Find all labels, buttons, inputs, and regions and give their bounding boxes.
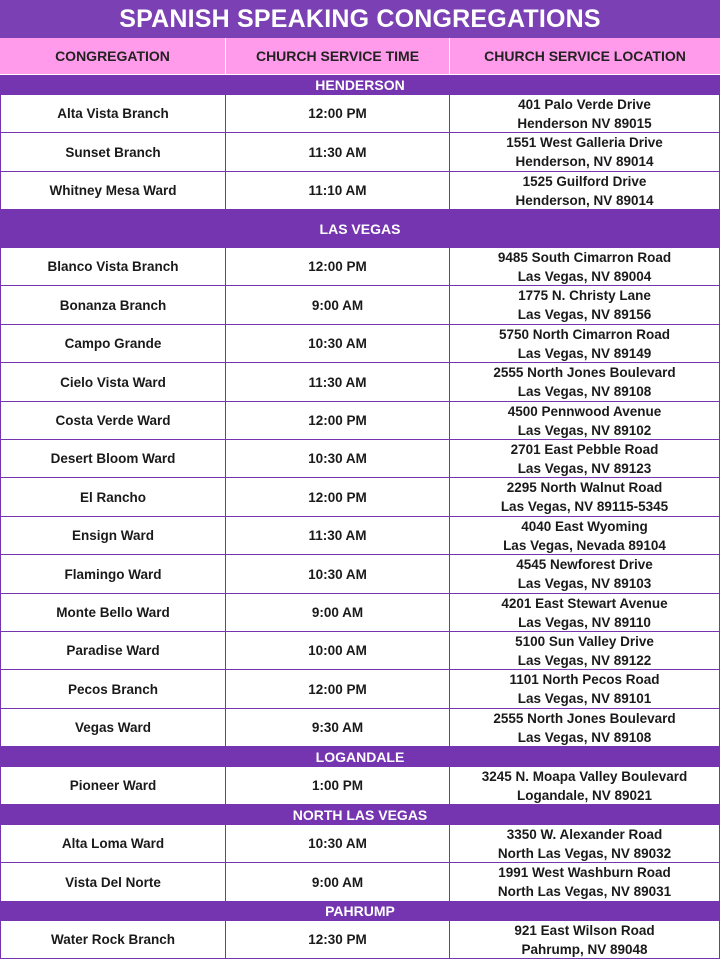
- address-line-2: Las Vegas, NV 89110: [518, 614, 651, 630]
- address-line-1: 1101 North Pecos Road: [509, 672, 660, 687]
- address-line-2: Las Vegas, NV 89108: [517, 384, 652, 399]
- address: [501, 594, 667, 632]
- congregation-name: Desert Bloom Ward: [0, 440, 226, 478]
- address-line-2: North Las Vegas, NV 89032: [497, 845, 672, 861]
- address: [498, 248, 671, 286]
- congregation-name: Pecos Branch: [0, 670, 226, 709]
- address-line-2: Las Vegas, NV 89156: [517, 307, 652, 322]
- address: [509, 670, 659, 708]
- address-line-1: 921 East Wilson Road: [514, 922, 655, 938]
- header-service-location: CHURCH SERVICE LOCATION: [450, 38, 720, 74]
- service-time: 10:00 AM: [226, 632, 450, 670]
- address-line-1: 2555 North Jones Boulevard: [493, 365, 676, 380]
- service-location: [450, 248, 720, 286]
- congregation-name: Alta Loma Ward: [0, 825, 226, 863]
- address: [506, 133, 663, 171]
- address: [511, 440, 659, 478]
- section-header: PAHRUMP: [0, 901, 720, 921]
- address: [498, 863, 671, 901]
- service-time: 12:00 PM: [226, 248, 450, 286]
- congregation-name: Campo Grande: [0, 325, 226, 363]
- service-location: [450, 921, 720, 959]
- congregation-name: Water Rock Branch: [0, 921, 226, 959]
- address-line-1: 1775 N. Christy Lane: [518, 288, 651, 303]
- service-location: [450, 632, 720, 670]
- service-location: [450, 286, 720, 325]
- address-line-1: 1525 Guilford Drive: [522, 173, 647, 189]
- service-time: 11:10 AM: [226, 172, 450, 210]
- address-line-1: 3245 N. Moapa Valley Boulevard: [481, 768, 688, 784]
- service-time: 12:00 PM: [226, 402, 450, 440]
- service-location: [450, 325, 720, 363]
- address: [516, 555, 653, 593]
- address-line-1: 3350 W. Alexander Road: [506, 826, 663, 842]
- header-service-time: CHURCH SERVICE TIME: [226, 38, 450, 74]
- address: [499, 325, 670, 363]
- page-title: SPANISH SPEAKING CONGREGATIONS: [0, 0, 720, 38]
- section-header: NORTH LAS VEGAS: [0, 805, 720, 825]
- address-line-1: 5100 Sun Valley Drive: [515, 633, 654, 649]
- section-header: LOGANDALE: [0, 747, 720, 767]
- service-time: 12:00 PM: [226, 478, 450, 517]
- address: [493, 363, 675, 401]
- address-line-1: 9485 South Cimarron Road: [497, 249, 672, 265]
- service-location: [450, 825, 720, 863]
- service-location: [450, 95, 720, 133]
- address-line-1: 1991 West Washburn Road: [498, 865, 671, 880]
- service-time: 12:00 PM: [226, 95, 450, 133]
- address-line-2: Pahrump, NV 89048: [521, 941, 648, 957]
- address-line-2: Las Vegas, NV 89115-5345: [500, 499, 669, 514]
- address-line-1: 4201 East Stewart Avenue: [501, 595, 668, 611]
- congregation-name: Whitney Mesa Ward: [0, 172, 226, 210]
- address-line-2: Las Vegas, NV 89101: [517, 691, 652, 706]
- service-location: [450, 133, 720, 172]
- congregation-name: Bonanza Branch: [0, 286, 226, 325]
- service-location: [450, 517, 720, 555]
- header-congregation: CONGREGATION: [0, 38, 226, 74]
- address-line-1: 5750 North Cimarron Road: [498, 326, 671, 342]
- address: [508, 402, 662, 440]
- address: [517, 95, 651, 133]
- address-line-2: Las Vegas, NV 89123: [517, 460, 652, 476]
- congregation-name: Paradise Ward: [0, 632, 226, 670]
- section-header: LAS VEGAS: [0, 210, 720, 248]
- address-line-1: 4500 Pennwood Avenue: [507, 403, 662, 419]
- address: [515, 172, 653, 210]
- address-line-2: Henderson, NV 89014: [515, 192, 654, 208]
- address-line-1: 2295 North Walnut Road: [506, 480, 663, 495]
- service-time: 12:00 PM: [226, 670, 450, 709]
- congregation-name: Ensign Ward: [0, 517, 226, 555]
- address-line-2: Las Vegas, NV 89102: [517, 422, 652, 438]
- address-line-2: Las Vegas, NV 89122: [517, 652, 652, 668]
- service-location: [450, 402, 720, 440]
- address-line-2: Henderson NV 89015: [517, 115, 652, 131]
- service-time: 9:00 AM: [226, 286, 450, 325]
- address: [501, 478, 668, 516]
- address-line-2: Henderson, NV 89014: [515, 154, 654, 169]
- service-location: [450, 440, 720, 478]
- address-line-2: North Las Vegas, NV 89031: [497, 884, 672, 899]
- address-line-2: Las Vegas, NV 89103: [517, 576, 652, 591]
- address-line-1: 401 Palo Verde Drive: [518, 96, 651, 112]
- address-line-1: 2701 East Pebble Road: [510, 441, 659, 457]
- service-location: [450, 478, 720, 517]
- address-line-2: Las Vegas, NV 89004: [517, 268, 652, 284]
- service-time: 10:30 AM: [226, 555, 450, 594]
- address: [515, 632, 654, 670]
- congregation-name: Vegas Ward: [0, 709, 226, 747]
- service-location: [450, 363, 720, 402]
- address-line-1: 2555 North Jones Boulevard: [493, 710, 676, 726]
- address: [493, 709, 675, 747]
- congregation-name: Vista Del Norte: [0, 863, 226, 902]
- service-time: 11:30 AM: [226, 517, 450, 555]
- service-location: [450, 670, 720, 709]
- address: [498, 825, 671, 863]
- service-time: 12:30 PM: [226, 921, 450, 959]
- congregation-name: Cielo Vista Ward: [0, 363, 226, 402]
- address: [503, 517, 666, 555]
- address: [518, 286, 652, 324]
- congregation-name: Sunset Branch: [0, 133, 226, 172]
- address: [482, 767, 688, 805]
- service-time: 9:30 AM: [226, 709, 450, 747]
- service-location: [450, 709, 720, 747]
- service-location: [450, 555, 720, 594]
- section-header: HENDERSON: [0, 75, 720, 95]
- service-time: 10:30 AM: [226, 325, 450, 363]
- address-line-2: Logandale, NV 89021: [516, 787, 653, 803]
- service-time: 11:30 AM: [226, 133, 450, 172]
- address-line-1: 4545 Newforest Drive: [516, 557, 653, 572]
- service-time: 9:00 AM: [226, 863, 450, 902]
- congregation-name: Alta Vista Branch: [0, 95, 226, 133]
- service-time: 11:30 AM: [226, 363, 450, 402]
- service-time: 10:30 AM: [226, 440, 450, 478]
- address: [514, 921, 654, 959]
- address-line-1: 4040 East Wyoming: [521, 518, 648, 534]
- congregation-name: Monte Bello Ward: [0, 594, 226, 632]
- congregation-name: El Rancho: [0, 478, 226, 517]
- address-line-1: 1551 West Galleria Drive: [506, 135, 663, 150]
- address-line-2: Las Vegas, NV 89149: [517, 345, 652, 361]
- address-line-2: Las Vegas, NV 89108: [517, 729, 652, 745]
- congregation-name: Blanco Vista Branch: [0, 248, 226, 286]
- congregation-name: Flamingo Ward: [0, 555, 226, 594]
- congregation-name: Costa Verde Ward: [0, 402, 226, 440]
- service-location: [450, 767, 720, 805]
- service-time: 1:00 PM: [226, 767, 450, 805]
- congregation-name: Pioneer Ward: [0, 767, 226, 805]
- address-line-2: Las Vegas, Nevada 89104: [503, 537, 666, 553]
- service-location: [450, 594, 720, 632]
- service-location: [450, 863, 720, 902]
- service-time: 9:00 AM: [226, 594, 450, 632]
- service-location: [450, 172, 720, 210]
- service-time: 10:30 AM: [226, 825, 450, 863]
